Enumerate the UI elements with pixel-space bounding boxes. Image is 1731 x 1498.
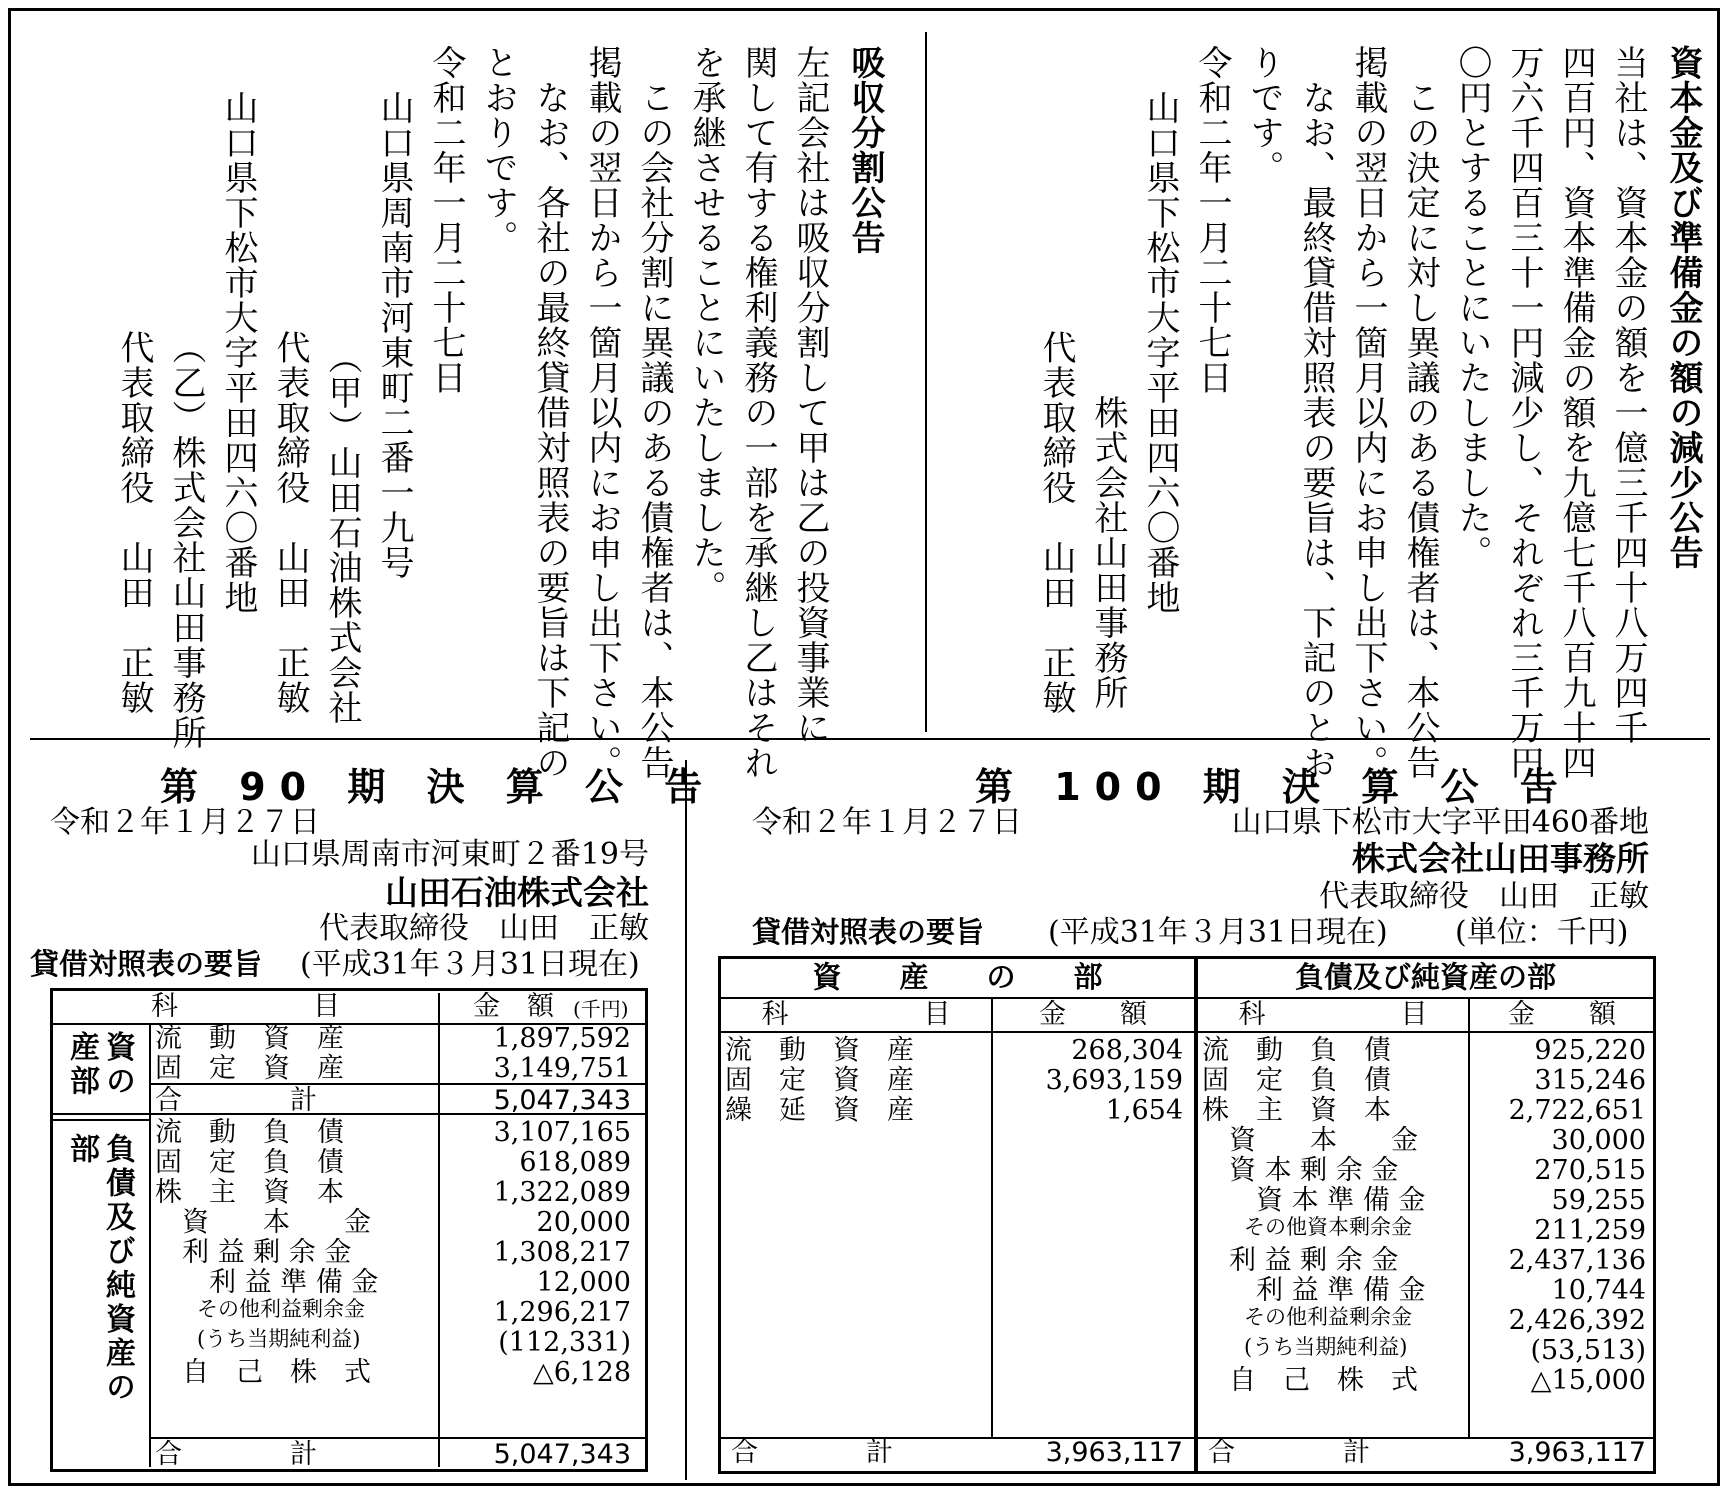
right-bs-title: 貸借対照表の要旨 <box>752 915 985 949</box>
table-row <box>1202 1335 1653 1365</box>
table-row <box>149 1267 645 1297</box>
row-value: 12,000 <box>536 1267 631 1298</box>
notice-line: 山口県下松市大字平田四六〇番地 <box>1140 90 1180 615</box>
statement-divider <box>685 760 687 1480</box>
table-row <box>1202 1155 1653 1185</box>
left-representative: 代表取締役 山田 正敏 <box>319 911 649 946</box>
left-statement-date: 令和２年１月２７日 <box>50 805 320 840</box>
notice-divider <box>925 32 927 732</box>
left-bs-header <box>53 991 645 1025</box>
left-bs-title: 貸借対照表の要旨 <box>30 947 263 981</box>
notice-line: 当社は、資本金の額を一億三千四十八万四千 <box>1608 45 1648 745</box>
left-liab-label: 負債及び純資産の部 <box>64 1133 135 1405</box>
split-notice-title: 吸収分割公告 <box>845 45 885 255</box>
right-liab-total-value: 3,963,117 <box>1508 1437 1646 1468</box>
notice-line: りです。 <box>1244 45 1284 185</box>
row-value: 1,322,089 <box>493 1177 631 1208</box>
row-value: 1,654 <box>1105 1095 1183 1126</box>
right-assets-total-label: 合 計 <box>731 1437 893 1468</box>
row-label: 資 本 金 <box>155 1207 371 1238</box>
table-total-row <box>149 1437 645 1469</box>
notice-line: 代表取締役 山田 正敏 <box>1036 330 1076 715</box>
left-assets-label-cell <box>53 1023 149 1121</box>
right-liab-head: 負債及び純資産の部 <box>1294 960 1556 994</box>
row-value: 618,089 <box>519 1147 631 1178</box>
left-bs-period: (平成31年３月31日現在) <box>300 947 640 982</box>
notice-line: 関して有する権利義務の一部を承継し乙はそれ <box>738 45 778 780</box>
notice-line: （甲）山田石油株式会社 <box>322 340 362 725</box>
row-label: 利 益 準 備 金 <box>1202 1275 1426 1306</box>
left-company-name: 山田石油株式会社 <box>385 873 649 912</box>
row-label: その他利益剰余金 <box>155 1297 365 1321</box>
right-company-name: 株式会社山田事務所 <box>1352 839 1649 878</box>
row-label: 利 益 準 備 金 <box>155 1267 379 1298</box>
right-assets-head: 資 産 の 部 <box>812 960 1103 994</box>
right-bs-period: (平成31年３月31日現在) <box>1048 915 1388 950</box>
right-statement-title: 第 100 期 決 算 公 告 <box>975 765 1572 809</box>
notice-line: 代表取締役 山田 正敏 <box>114 330 154 715</box>
table-row <box>1202 1095 1653 1125</box>
right-bs-table-frame <box>718 956 1656 1474</box>
notice-line: この会社分割に異議のある債権者は、本公告 <box>634 80 674 780</box>
table-row <box>149 1357 645 1387</box>
row-label: 株 主 資 本 <box>155 1177 344 1208</box>
table-row <box>1202 1365 1653 1395</box>
row-label: 合 計 <box>155 1439 317 1470</box>
notice-line: 掲載の翌日から一箇月以内にお申し出下さい。 <box>1348 45 1388 780</box>
table-row <box>1202 1065 1653 1095</box>
table-row <box>1202 1035 1653 1065</box>
left-bs-table-frame <box>50 988 648 1472</box>
row-value: 3,693,159 <box>1045 1065 1183 1096</box>
table-row <box>1202 1305 1653 1335</box>
table-row <box>149 1297 645 1327</box>
right-statement-date: 令和２年１月２７日 <box>752 805 1022 840</box>
row-label: 資 本 金 <box>1202 1125 1418 1156</box>
left-statement-title: 第 90 期 決 算 公 告 <box>160 765 717 809</box>
table-row <box>149 1023 645 1053</box>
section-divider <box>30 738 1710 740</box>
left-section-rule <box>53 1113 645 1115</box>
row-value: 1,897,592 <box>493 1023 631 1054</box>
row-label: (うち当期純利益) <box>1202 1335 1408 1359</box>
table-row <box>1202 1215 1653 1245</box>
row-value: 270,515 <box>1534 1155 1646 1186</box>
right-liab-col-account: 科 目 <box>1238 999 1428 1030</box>
row-value: (53,513) <box>1530 1335 1646 1366</box>
table-row <box>149 1177 645 1207</box>
notice-line: 掲載の翌日から一箇月以内にお申し出下さい。 <box>582 45 622 780</box>
table-row <box>725 1035 1191 1065</box>
row-label: 資 本 準 備 金 <box>1202 1185 1426 1216</box>
row-label: 資 本 剰 余 金 <box>1202 1155 1399 1186</box>
row-value: 10,744 <box>1551 1275 1646 1306</box>
row-label: 株 主 資 本 <box>1202 1095 1391 1126</box>
right-representative: 代表取締役 山田 正敏 <box>1319 879 1649 914</box>
row-value: 1,296,217 <box>493 1297 631 1328</box>
table-row <box>149 1237 645 1267</box>
notice-line: 令和二年一月二十七日 <box>1192 45 1232 395</box>
left-assets-label: 資の産部 <box>64 1031 135 1099</box>
row-value: 2,426,392 <box>1508 1305 1646 1336</box>
table-row <box>149 1117 645 1147</box>
table-row <box>1202 1125 1653 1155</box>
right-assets-col-amount: 金 額 <box>1039 999 1147 1030</box>
row-value: 20,000 <box>536 1207 631 1238</box>
row-value: △6,128 <box>532 1357 631 1388</box>
row-value: 315,246 <box>1534 1065 1646 1096</box>
row-label: その他資本剰余金 <box>1202 1215 1412 1239</box>
row-label: 流 動 負 債 <box>1202 1035 1391 1066</box>
row-label: 自 己 株 式 <box>155 1357 371 1388</box>
row-value: 2,437,136 <box>1508 1245 1646 1276</box>
row-label: (うち当期純利益) <box>155 1327 361 1351</box>
right-liab-total-label: 合 計 <box>1208 1437 1370 1468</box>
row-value: 30,000 <box>1551 1125 1646 1156</box>
row-label: 固 定 資 産 <box>725 1065 914 1096</box>
table-row <box>725 1095 1191 1125</box>
row-value: 1,308,217 <box>493 1237 631 1268</box>
right-colhead-rule <box>721 1031 1653 1033</box>
notice-line: この決定に対し異議のある債権者は、本公告 <box>1400 80 1440 780</box>
row-label: 流 動 資 産 <box>155 1023 344 1054</box>
notice-line: なお、最終貸借対照表の要旨は、下記のとお <box>1296 80 1336 780</box>
left-section-label-column <box>53 1023 151 1467</box>
row-value: 925,220 <box>1534 1035 1646 1066</box>
right-center-double-rule <box>1194 959 1198 1471</box>
row-value: 211,259 <box>1534 1215 1646 1246</box>
left-col-amount-header: 金 額 <box>473 991 554 1022</box>
row-label: 固 定 負 債 <box>1202 1065 1391 1096</box>
row-label: 流 動 負 債 <box>155 1117 344 1148</box>
row-value: (112,331) <box>498 1327 631 1358</box>
left-company-address: 山口県周南市河東町２番19号 <box>250 837 649 872</box>
notice-line: 四百円、資本準備金の額を九億七千八百九十四 <box>1556 45 1596 780</box>
table-row <box>1202 1275 1653 1305</box>
row-label: 利 益 剰 余 金 <box>155 1237 352 1268</box>
notice-line: 山口県周南市河東町二番一九号 <box>374 90 414 580</box>
notice-line: 令和二年一月二十七日 <box>426 45 466 395</box>
right-company-address: 山口県下松市大字平田460番地 <box>1231 805 1649 840</box>
row-value: 59,255 <box>1551 1185 1646 1216</box>
table-row <box>149 1053 645 1083</box>
table-row <box>1202 1245 1653 1275</box>
right-liab-col-amount: 金 額 <box>1508 999 1616 1030</box>
row-value: 5,047,343 <box>493 1085 631 1116</box>
row-value: △15,000 <box>1530 1365 1646 1396</box>
row-value: 5,047,343 <box>493 1439 631 1470</box>
right-bs-unit: (単位：千円) <box>1455 915 1629 950</box>
notice-line: なお、各社の最終貸借対照表の要旨は下記の <box>530 80 570 780</box>
notice-line: を承継させることにいたしました。 <box>686 45 726 605</box>
table-row <box>725 1065 1191 1095</box>
table-row <box>149 1327 645 1357</box>
row-value: 268,304 <box>1071 1035 1183 1066</box>
row-label: 合 計 <box>155 1085 317 1116</box>
left-col-account-header: 科 目 <box>53 993 440 1023</box>
table-row <box>1202 1185 1653 1215</box>
table-row <box>149 1207 645 1237</box>
notice-line: 〇円とすることにいたしました。 <box>1452 45 1492 570</box>
table-total-row <box>149 1083 645 1115</box>
notice-line: 万六千四百三十一円減少し、それぞれ三千万円、 <box>1504 45 1544 815</box>
capital-notice-title: 資本金及び準備金の額の減少公告 <box>1663 45 1703 570</box>
row-value: 2,722,651 <box>1508 1095 1646 1126</box>
notice-line: 山口県下松市大字平田四六〇番地 <box>218 90 258 615</box>
notice-line: 左記会社は吸収分割して甲は乙の投資事業に <box>790 45 830 745</box>
right-assets-col-account: 科 目 <box>761 999 951 1030</box>
row-value: 3,107,165 <box>493 1117 631 1148</box>
row-value: 3,149,751 <box>493 1053 631 1084</box>
table-row <box>149 1147 645 1177</box>
row-label: 固 定 資 産 <box>155 1053 344 1084</box>
notice-line: 代表取締役 山田 正敏 <box>270 330 310 715</box>
row-label: 固 定 負 債 <box>155 1147 344 1178</box>
row-label: 流 動 資 産 <box>725 1035 914 1066</box>
notice-line: とおりです。 <box>478 45 518 255</box>
left-col-unit: (千円) <box>573 997 629 1021</box>
right-assets-total-value: 3,963,117 <box>1045 1437 1183 1468</box>
notice-line: （乙）株式会社山田事務所 <box>166 330 206 750</box>
notice-line: 株式会社山田事務所 <box>1088 395 1128 710</box>
row-label: その他利益剰余金 <box>1202 1305 1412 1329</box>
row-label: 繰 延 資 産 <box>725 1095 914 1126</box>
row-label: 自 己 株 式 <box>1202 1365 1418 1396</box>
row-label: 利 益 剰 余 金 <box>1202 1245 1399 1276</box>
